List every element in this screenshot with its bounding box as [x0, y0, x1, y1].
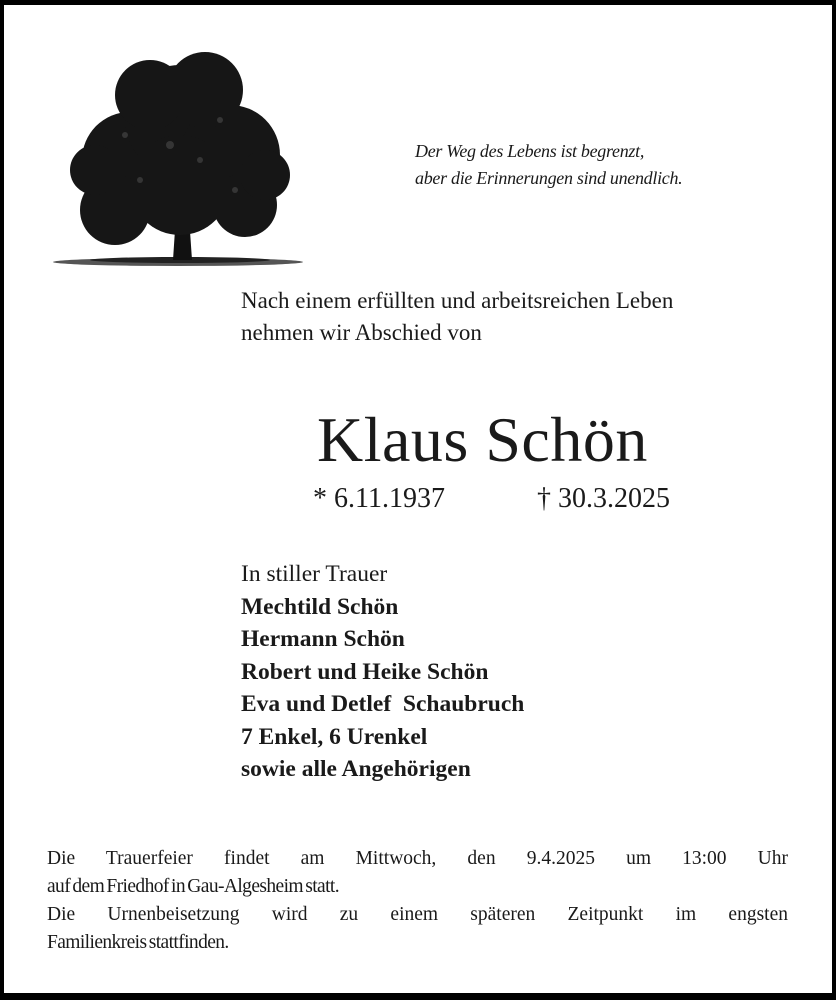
mourner-name: sowie alle Angehörigen — [241, 756, 471, 782]
funeral-info — [47, 845, 788, 957]
mourner-name: Eva und Detlef Schaubruch — [241, 691, 525, 717]
birth-date: * 6.11.1937 — [313, 483, 445, 514]
mourners-heading: In stiller Trauer — [241, 561, 388, 587]
info-line: Die Urnenbeisetzung wird zu einem späteren Zeitpunkt im engsten — [47, 904, 788, 925]
quote-line-1: Der Weg des Lebens ist begrenzt, — [415, 141, 645, 161]
mourner-name: Mechtild Schön — [241, 593, 399, 620]
mourner-name: Robert und Heike Schön — [241, 658, 489, 685]
quote-line-2: aber die Erinnerungen sind unendlich. — [415, 168, 683, 188]
mourners-list — [241, 558, 524, 786]
info-line: auf dem Friedhof in Gau-Algesheim statt. — [47, 876, 340, 897]
mourner-name: 7 Enkel, 6 Urenkel — [241, 723, 428, 750]
death-date: † 30.3.2025 — [537, 483, 670, 514]
info-line: Die Trauerfeier findet am Mittwoch, den 9.4.2025 um 13:00 Uhr — [47, 848, 788, 869]
intro-line-1: Nach einem erfüllten und arbeitsreichen Leben — [241, 288, 674, 313]
obituary-notice — [4, 5, 832, 993]
intro-line-2: nehmen wir Abschied von — [241, 320, 482, 345]
tree-illustration — [30, 50, 330, 270]
info-line: Familienkreis stattfinden. — [47, 932, 229, 953]
deceased-name: Klaus Schön — [317, 404, 648, 475]
mourner-name: Hermann Schön — [241, 626, 405, 652]
